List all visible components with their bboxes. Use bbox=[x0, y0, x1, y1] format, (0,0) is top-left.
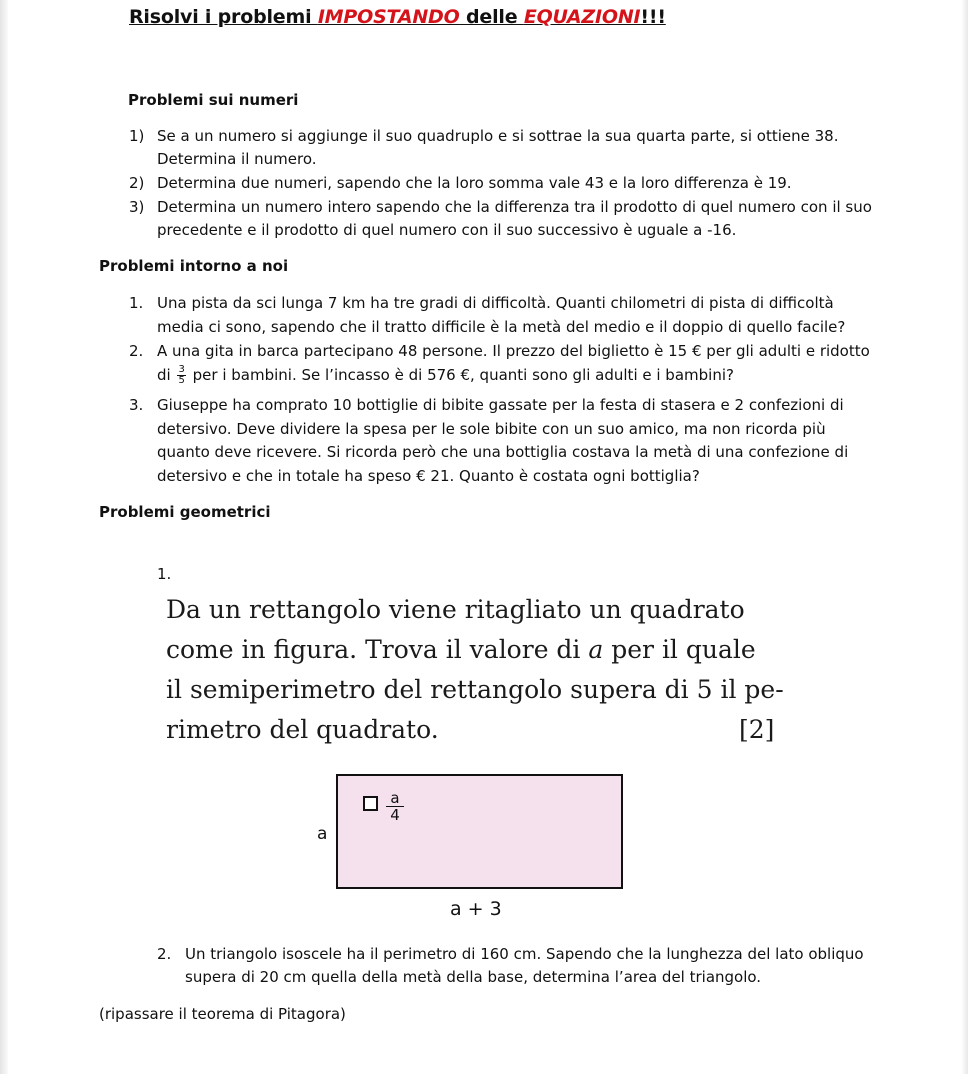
problem-number-1: 1. bbox=[129, 294, 144, 312]
variable-a: a bbox=[588, 635, 604, 664]
fraction-denominator: 5 bbox=[178, 375, 185, 386]
problem-text-line: precedente e il prodotto di quel numero con il suo successivo è uguale a -16. bbox=[157, 221, 737, 239]
problem-text-line: A una gita in barca partecipano 48 persone. Il prezzo del biglietto è 15 € per gli adulti e ridotto bbox=[157, 342, 870, 360]
geometry-text-part: come in figura. Trova il valore di bbox=[166, 635, 589, 664]
text-rest: per i bambini. Se l’incasso è di 576 €, quanti sono gli adulti e i bambini? bbox=[192, 366, 734, 384]
text-di: di bbox=[157, 366, 171, 384]
fraction-numerator: a bbox=[386, 790, 404, 807]
fraction-3-5 bbox=[177, 365, 185, 386]
fraction-numerator: 3 bbox=[178, 364, 185, 375]
problem-number-3: 3. bbox=[129, 396, 144, 414]
problem-number-2: 2) bbox=[129, 174, 145, 192]
problem-number-1: 1) bbox=[129, 127, 145, 145]
review-note: (ripassare il teorema di Pitagora) bbox=[99, 1005, 346, 1023]
page-edge-right bbox=[962, 0, 968, 1074]
side-label-a: a bbox=[317, 824, 328, 844]
bottom-label-a-plus-3: a + 3 bbox=[450, 898, 502, 920]
problem-text-line: Se a un numero si aggiunge il suo quadruplo e si sottrae la sua quarta parte, si ottiene 38. bbox=[157, 127, 839, 145]
problem-number-3: 3) bbox=[129, 198, 145, 216]
problem-text-line: Un triangolo isoscele ha il perimetro di 160 cm. Sapendo che la lunghezza del lato obliquo bbox=[185, 945, 864, 963]
geometry-text-line: rimetro del quadrato. bbox=[166, 715, 439, 744]
problem-text-line: Determina un numero intero sapendo che la differenza tra il prodotto di quel numero con il suo bbox=[157, 198, 872, 216]
rectangle-figure bbox=[336, 774, 623, 889]
problem-text-line: quanto deve ricevere. Si ricorda però che una bottiglia costava la metà di una confezione di bbox=[157, 443, 849, 461]
problem-text-line: Determina il numero. bbox=[157, 150, 317, 168]
problem-number-2: 2. bbox=[129, 342, 144, 360]
problem-text-line: Una pista da sci lunga 7 km ha tre gradi di difficoltà. Quanti chilometri di pista di difficoltà bbox=[157, 294, 834, 312]
page-title: Risolvi i problemi IMPOSTANDO delle EQUAZIONI!!! bbox=[129, 6, 666, 28]
geometry-text-line: il semiperimetro del rettangolo supera di 5 il pe- bbox=[166, 675, 784, 704]
fraction-denominator: 4 bbox=[390, 806, 400, 824]
section-heading-intorno: Problemi intorno a noi bbox=[99, 257, 289, 275]
section-heading-geometrici: Problemi geometrici bbox=[99, 503, 271, 521]
square-cutout bbox=[363, 796, 378, 811]
square-side-fraction bbox=[386, 790, 404, 823]
problem-number-2: 2. bbox=[157, 945, 172, 963]
problem-text-line: Giuseppe ha comprato 10 bottiglie di bibite gassate per la festa di stasera e 2 confezioni di bbox=[157, 396, 844, 414]
section-heading-numeri: Problemi sui numeri bbox=[128, 91, 299, 109]
problem-text-line: media ci sono, sapendo che il tratto difficile è la metà del medio e il doppio di quello facile? bbox=[157, 318, 846, 336]
problem-text-line: supera di 20 cm quella della metà della base, determina l’area del triangolo. bbox=[185, 968, 762, 986]
problem-text-line: Determina due numeri, sapendo che la loro somma vale 43 e la loro differenza è 19. bbox=[157, 174, 792, 192]
problem-text-line: detersivo e che in totale ha speso € 21. Quanto è costata ogni bottiglia? bbox=[157, 467, 700, 485]
problem-number-1: 1. bbox=[157, 565, 172, 583]
problem-text-line: detersivo. Deve dividere la spesa per le sole bibite con un suo amico, ma non ricorda più bbox=[157, 420, 826, 438]
geometry-text-line bbox=[166, 630, 756, 670]
problem-text-line-fraction bbox=[157, 364, 734, 388]
page-edge-left bbox=[0, 0, 8, 1074]
geometry-text-line: Da un rettangolo viene ritagliato un quadrato bbox=[166, 595, 745, 624]
geometry-text-part: per il quale bbox=[603, 635, 756, 664]
reference-number: [2] bbox=[739, 715, 775, 744]
